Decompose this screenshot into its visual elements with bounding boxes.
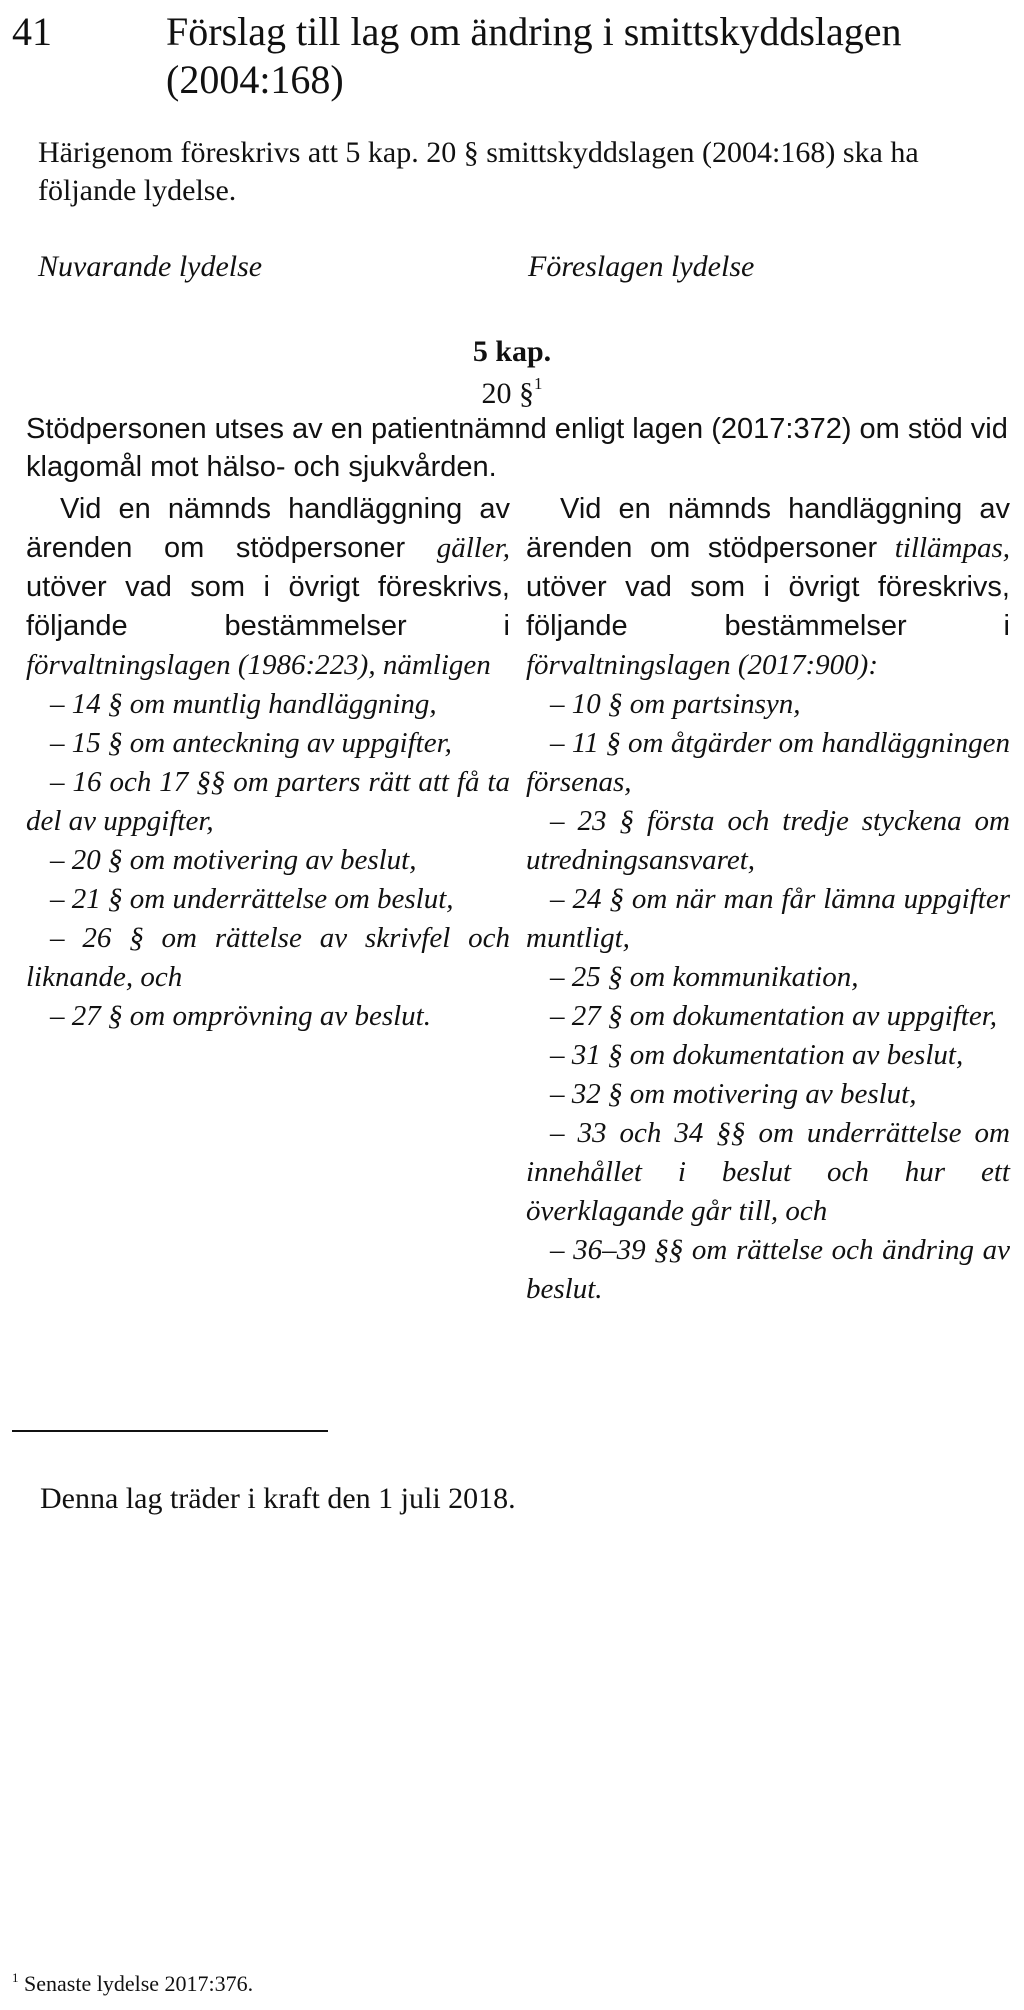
current-provision-item: – 26 § om rättelse av skrivfel och liknande, och xyxy=(26,922,510,993)
proposed-lead-emphasis: förvaltningslagen (2017:900): xyxy=(526,649,878,681)
proposed-lead-paragraph xyxy=(526,490,1010,685)
current-lead-text: utöver vad som i övrigt föreskrivs, följande bestämmelser i xyxy=(26,571,510,642)
law-proposal-title: Förslag till lag om ändring i smittskyddslagen (2004:168) xyxy=(166,9,902,102)
footnote-reference: 1 xyxy=(534,374,543,393)
footnote xyxy=(12,1970,253,1997)
shared-provision-text: Stödpersonen utses av en patientnämnd enligt lagen (2017:372) om stöd vid klagomål mot hälso- och sjukvården. xyxy=(26,413,1008,483)
proposed-lead-emphasis: tillämpas, xyxy=(894,532,1010,564)
proposed-provision-item: – 11 § om åtgärder om handläggningen försenas, xyxy=(526,727,1010,798)
current-lead-text: Vid en nämnds handläggning av ärenden om stödpersoner xyxy=(26,493,510,564)
footnote-text: Senaste lydelse 2017:376. xyxy=(24,1971,254,1996)
current-lead-emphasis: förvaltningslagen (1986:223), nämligen xyxy=(26,649,491,681)
paragraph-heading xyxy=(0,374,1024,411)
current-provision-item: – 14 § om muntlig handläggning, xyxy=(50,688,437,720)
current-provision-item: – 27 § om omprövning av beslut. xyxy=(50,1000,431,1032)
proposed-wording-heading: Föreslagen lydelse xyxy=(528,250,755,283)
chapter-heading: 5 kap. xyxy=(472,335,552,368)
footnote-separator xyxy=(12,1430,328,1432)
current-wording-heading: Nuvarande lydelse xyxy=(38,250,263,283)
current-lead-paragraph xyxy=(26,490,510,685)
proposed-lead-text: utöver vad som i övrigt föreskrivs, följande bestämmelser i xyxy=(526,571,1010,642)
current-provision-item: – 21 § om underrättelse om beslut, xyxy=(50,883,454,915)
current-provision-item: – 15 § om anteckning av uppgifter, xyxy=(50,727,452,759)
current-provision-item: – 16 och 17 §§ om parters rätt att få ta del av uppgifter, xyxy=(26,766,510,837)
proposed-provision-item: – 36–39 §§ om rättelse och ändring av beslut. xyxy=(526,1234,1010,1305)
entry-into-force-statement: Denna lag träder i kraft den 1 juli 2018. xyxy=(40,1482,516,1515)
current-provision-item: – 20 § om motivering av beslut, xyxy=(50,844,417,876)
proposed-wording-column xyxy=(526,490,1010,1309)
proposed-provision-item: – 24 § om när man får lämna uppgifter muntligt, xyxy=(526,883,1010,954)
footnote-marker: 1 xyxy=(12,1970,19,1985)
paragraph-number: 20 § xyxy=(481,377,534,410)
proposed-provision-item: – 23 § första och tredje styckena om utredningsansvaret, xyxy=(526,805,1010,876)
proposed-lead-text: Vid en nämnds handläggning av ärenden om stödpersoner xyxy=(526,493,1010,564)
proposed-provision-item: – 10 § om partsinsyn, xyxy=(550,688,801,720)
proposed-provision-item: – 33 och 34 §§ om underrättelse om innehållet i beslut och hur ett överklagande går till, och xyxy=(526,1117,1010,1227)
proposed-provision-item: – 31 § om dokumentation av beslut, xyxy=(550,1039,964,1071)
introductory-statement: Härigenom föreskrivs att 5 kap. 20 § smittskyddslagen (2004:168) ska ha följande lydelse. xyxy=(38,136,919,207)
proposed-provision-item: – 32 § om motivering av beslut, xyxy=(550,1078,917,1110)
proposed-provision-item: – 25 § om kommunikation, xyxy=(550,961,859,993)
proposed-provision-item: – 27 § om dokumentation av uppgifter, xyxy=(550,1000,998,1032)
current-wording-column xyxy=(26,490,510,1036)
current-lead-emphasis: gäller, xyxy=(436,532,510,564)
section-number: 41 xyxy=(12,9,52,54)
